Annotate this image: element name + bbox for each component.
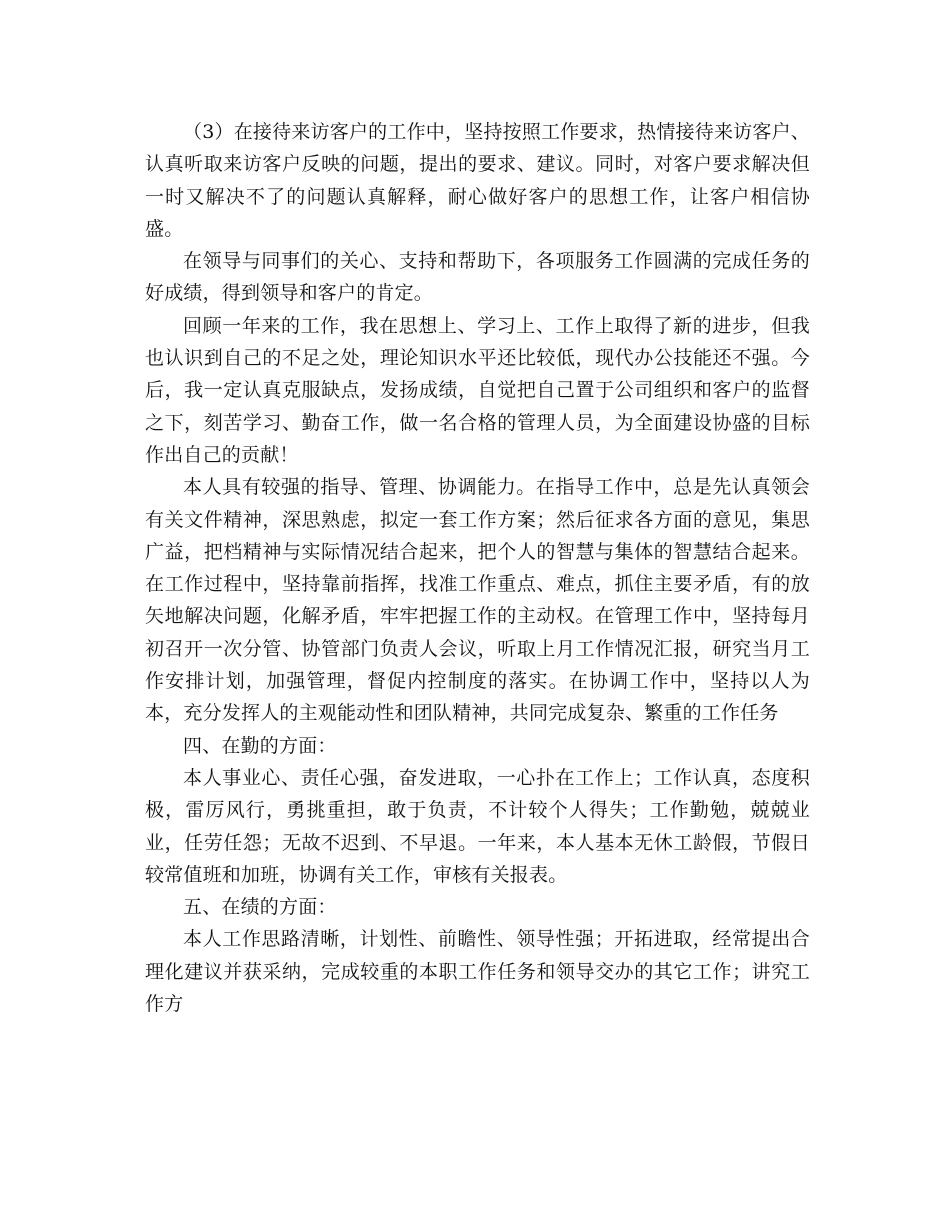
paragraph-customer-reception: （3）在接待来访客户的工作中，坚持按照工作要求，热情接待来访客户、认真听取来访客户反映的问题，提出的要求、建议。同时，对客户要求解决但一时又解决不了的问题认真解释，耐心做好客户的思想工作，让客户相信协盛。 <box>145 121 810 240</box>
document-body <box>145 116 810 1020</box>
paragraph-management-ability: 本人具有较强的指导、管理、协调能力。在指导工作中，总是先认真领会有关文件精神，深思熟虑，拟定一套工作方案；然后征求各方面的意见，集思广益，把档精神与实际情况结合起来，把个人的智慧与集体的智慧结合起来。在工作过程中，坚持靠前指挥，找准工作重点、难点，抓住主要矛盾，有的放矢地解决问题，化解矛盾，牢牢把握工作的主动权。在管理工作中，坚持每月初召开一次分管、协管部门负责人会议，听取上月工作情况汇报，研究当月工作安排计划，加强管理，督促内控制度的落实。在协调工作中，坚持以人为本，充分发挥人的主观能动性和团队精神，共同完成复杂、繁重的工作任务 <box>145 476 810 725</box>
paragraph-support-results: 在领导与同事们的关心、支持和帮助下，各项服务工作圆满的完成任务的好成绩，得到领导和客户的肯定。 <box>145 250 810 305</box>
paragraph-diligence: 本人事业心、责任心强，奋发进取，一心扑在工作上；工作认真，态度积极，雷厉风行，勇挑重担，敢于负责，不计较个人得失；工作勤勉，兢兢业业，任劳任怨；无故不迟到、不早退。一年来，本人基本无休工龄假，节假日较常值班和加班，协调有关工作，审核有关报表。 <box>145 766 810 886</box>
section-heading-performance: 五、在绩的方面： <box>183 896 337 919</box>
paragraph-performance: 本人工作思路清晰，计划性、前瞻性、领导性强；开拓进取，经常提出合理化建议并获采纳，完成较重的本职工作任务和领导交办的其它工作；讲究工作方 <box>145 928 810 1016</box>
section-heading-diligence: 四、在勤的方面： <box>183 734 337 757</box>
paragraph-year-review: 回顾一年来的工作，我在思想上、学习上、工作上取得了新的进步，但我也认识到自己的不足之处，理论知识水平还比较低，现代办公技能还不强。今后，我一定认真克服缺点，发扬成绩，自觉把自己置于公司组织和客户的监督之下，刻苦学习、勤奋工作，做一名合格的管理人员，为全面建设协盛的目标作出自己的贡献！ <box>145 314 810 466</box>
